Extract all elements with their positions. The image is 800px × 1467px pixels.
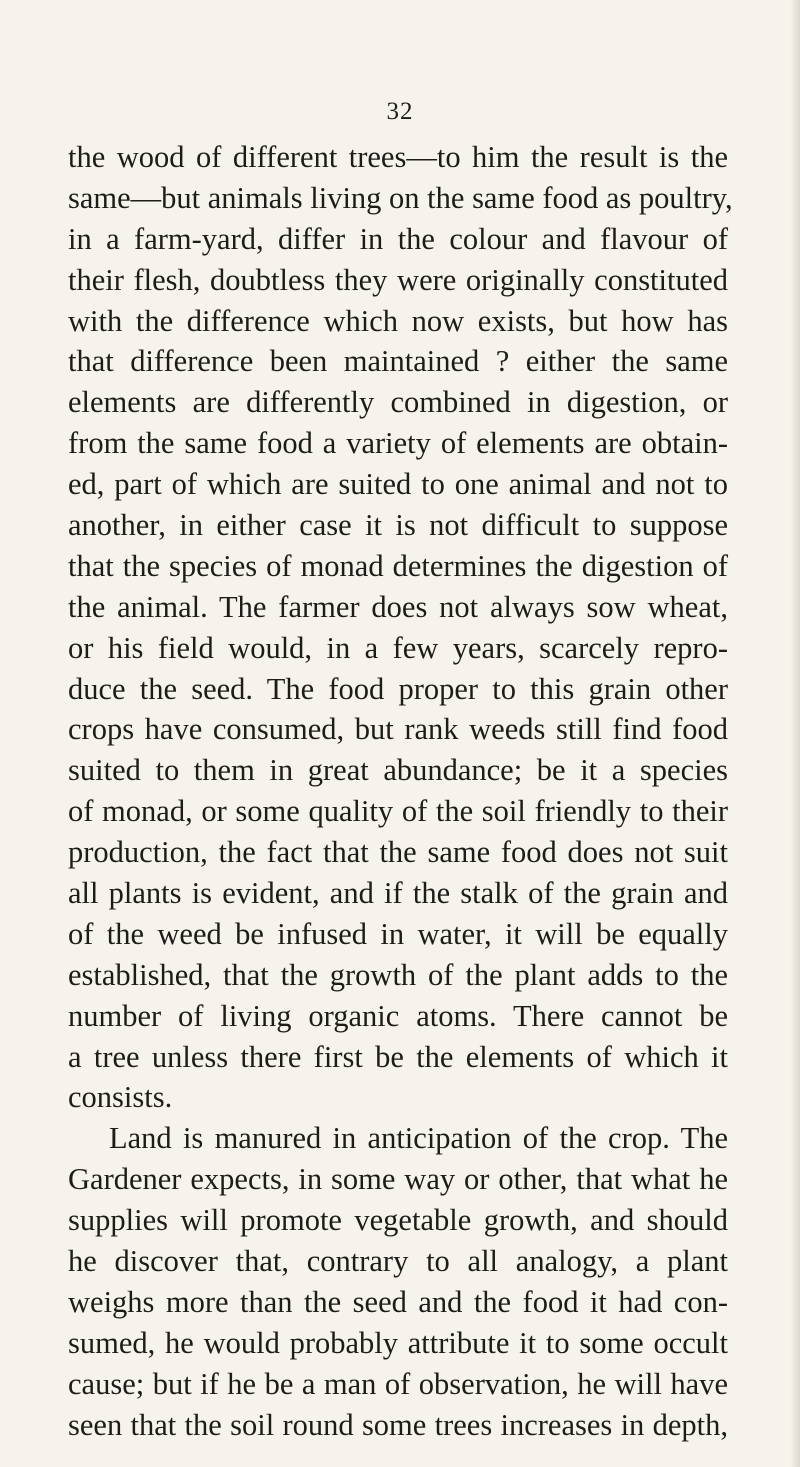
text-line: of monad, or some quality of the soil friendly to their — [68, 794, 728, 829]
text-line: supplies will promote vegetable growth, and should — [68, 1203, 728, 1238]
text-line: same—but animals living on the same food as poultry, — [68, 180, 733, 215]
text-line: the wood of different trees—to him the result is the — [68, 140, 728, 174]
text-line: established, that the growth of the plant adds to the — [68, 957, 728, 992]
text-line: another, in either case it is not difficult to suppose — [68, 508, 728, 543]
text-line: consists. — [68, 1080, 173, 1115]
text-line: elements are differently combined in digestion, or — [68, 385, 728, 420]
text-line: production, the fact that the same food does not suit — [68, 835, 728, 870]
page-number: 32 — [386, 98, 414, 125]
text-line: that difference been maintained ? either the same — [68, 344, 728, 379]
text-line: a tree unless there first be the elements of which it — [68, 1039, 728, 1074]
text-line: sumed, he would probably attribute it to some occult — [68, 1325, 728, 1360]
text-line: suited to them in great abundance; be it a species — [68, 753, 728, 788]
text-line: seen that the soil round some trees increases in depth, — [68, 1407, 728, 1442]
text-line: cause; but if he be a man of observation, he will have — [68, 1366, 728, 1401]
text-line: ed, part of which are suited to one animal and not to — [68, 467, 728, 502]
text-line: weighs more than the seed and the food it had con- — [68, 1284, 728, 1319]
text-line: Land is manured in anticipation of the crop. The — [109, 1121, 728, 1156]
text-line: their flesh, doubtless they were originally constituted — [68, 262, 728, 297]
text-line: crops have consumed, but rank weeds still find food — [68, 712, 728, 747]
text-line: with the difference which now exists, but how has — [68, 303, 728, 338]
text-line: duce the seed. The food proper to this grain other — [68, 671, 728, 706]
text-line: from the same food a variety of elements are obtain- — [68, 426, 728, 461]
text-line: in a farm-yard, differ in the colour and flavour of — [68, 221, 728, 256]
text-line: or his field would, in a few years, scarcely repro- — [68, 630, 728, 665]
page-edge-shadow — [790, 0, 800, 1467]
text-line: that the species of monad determines the digestion of — [68, 548, 728, 583]
text-line: all plants is evident, and if the stalk of the grain and — [68, 876, 728, 911]
text-line: he discover that, contrary to all analogy, a plant — [68, 1244, 728, 1279]
text-line: of the weed be infused in water, it will be equally — [68, 916, 728, 951]
text-line: number of living organic atoms. There cannot be — [68, 998, 728, 1033]
text-line: the animal. The farmer does not always sow wheat, — [68, 589, 728, 624]
body-text — [68, 137, 733, 1446]
text-line: Gardener expects, in some way or other, that what he — [68, 1162, 728, 1197]
